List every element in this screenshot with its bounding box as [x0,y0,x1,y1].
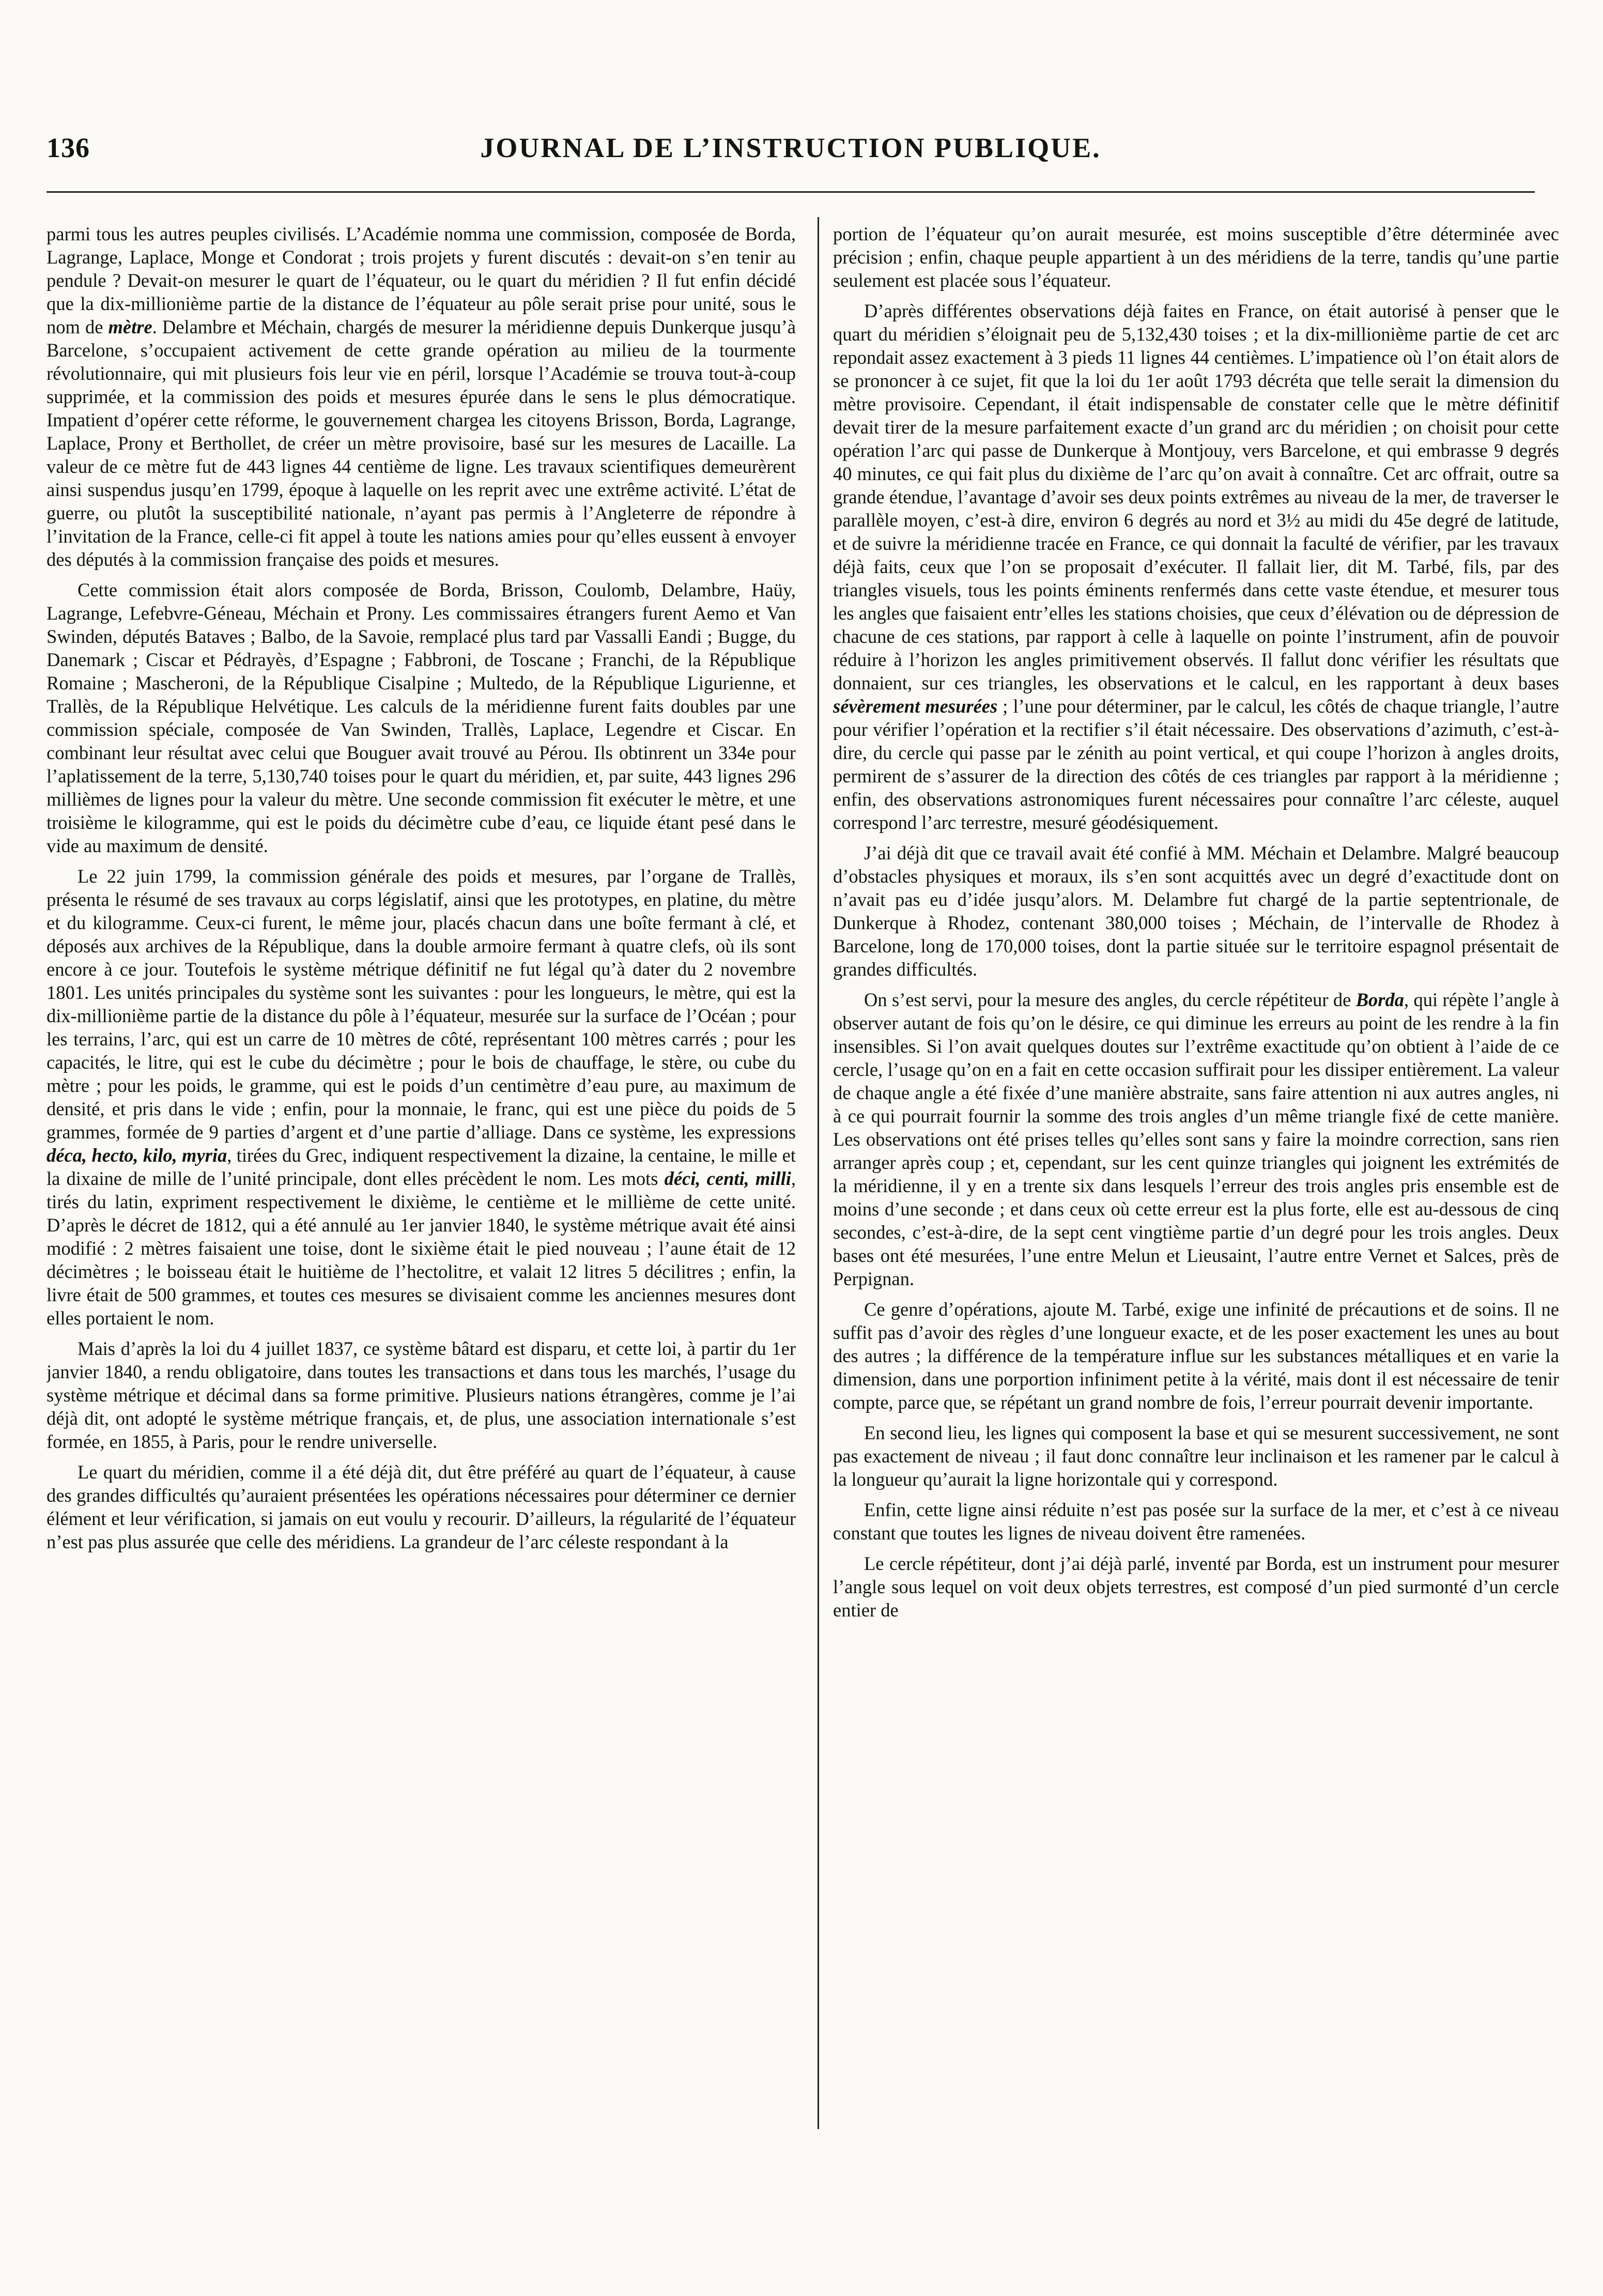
paragraph [47,222,796,571]
italic-term: déca, hecto, kilo, myria [47,1145,227,1166]
text-run: D’après différentes observations déjà faites en France, on était autorisé à penser que le quart du méridien s’éloignait peu de 5,132,430 toises ; et la dix-millionième partie de cet arc repondait assez exactement à 3 pieds 11 lignes 44 centièmes. L’impatience où l’on était alors de se prononcer à ce sujet, fit que la loi du 1er août 1793 décréta que telle serait la dimension du mètre provisoire. Cependant, il était indispensable de constater celle que le mètre définitif devait tirer de la mesure parfaitement exacte d’un grand arc du méridien ; on choisit pour cette opération l’arc qui passe de Dunkerque à Montjouy, vers Barcelone, et qui embrasse 9 degrés 40 minutes, ce qui fait plus du dixième de l’arc qu’on avait à connaître. Cet arc offrait, outre sa grande étendue, l’avantage d’avoir ses deux points extrêmes au niveau de la mer, de traverser le parallèle moyen, c’est-à dire, environ 6 degrés au nord et 3½ au midi du 45e degré de latitude, et de suivre la méridienne tracée en France, ce qui donnait la faculté de vérifier, par les travaux déjà faits, ceux que l’on se proposait d’exécuter. Il fallait lier, dit M. Tarbé, fils, par des triangles visuels, tous les points éminents renfermés dans cette vaste étendue, et mesurer tous les angles que faisaient entr’elles les stations choisies, que ceux d’élévation ou de dépression de chacune de ces stations, par rapport à celle à laquelle on pointe l’instrument, afin de pouvoir réduire à l’horizon les angles primitivement observés. Il fallut donc vérifier les résultats que donnaient, sur ces triangles, les observations et le calcul, en les rapportant à deux bases [833,300,1559,694]
left-column [47,222,796,2232]
text-run: Le quart du méridien, comme il a été déjà dit, dut être préféré au quart de l’équateur, à cause des grandes difficultés qu’auraient présentées les opérations nécessaires pour déterminer ce dernier élément et leur vérification, si jamais on eut voulu y recourir. D’ailleurs, la régularité de l’équateur n’est pas plus assurée que celle des méridiens. La grandeur de l’arc céleste respondant à la [47,1461,796,1552]
page-header [47,132,1535,178]
italic-term: sévèrement mesurées [833,696,998,717]
text-run: Mais d’après la loi du 4 juillet 1837, ce système bâtard est disparu, et cette loi, à partir du 1er janvier 1840, a rendu obligatoire, dans toutes les transactions et dans tous les marchés, l’usage du système métrique et décimal dans sa forme primitive. Plusieurs nations étrangères, comme je l’ai déjà dit, ont adopté le système métrique français, et, de plus, une association internationale s’est formée, en 1855, à Paris, pour le rendre universelle. [47,1338,796,1452]
paragraph [833,1498,1559,1545]
text-run: , tirés du latin, expriment respectivement le dixième, le centième et le millième de cette unité. D’après le décret de 1812, qui a été annulé au 1er janvier 1840, le système métrique avait été ainsi modifié : 2 mètres faisaient une toise, dont le sixième était le pied nouveau ; l’aune était de 12 décimètres ; le boisseau était le huitième de l’hectolitre, et valait 12 litres 5 décilitres ; enfin, la livre était de 500 grammes, et toutes ces mesures se divisaient comme les anciennes mesures dont elles portaient le nom. [47,1168,796,1329]
text-run: J’ai déjà dit que ce travail avait été confié à MM. Méchain et Delambre. Malgré beaucoup d’obstacles physiques et moraux, ils s’en sont acquittés avec un degré d’exactitude dont on n’avait pas eu d’idée jusqu’alors. M. Delambre fut chargé de la partie septentrionale, de Dunkerque à Rhodez, contenant 380,000 toises ; Méchain, de l’intervalle de Rhodez à Barcelone, long de 170,000 toises, dont la partie située sur le territoire espagnol présentait de grandes difficultés. [833,842,1559,980]
text-run: En second lieu, les lignes qui composent la base et qui se mesurent successivement, ne sont pas exactement de niveau ; il faut donc connaître leur inclinaison et les ramener par le calcul à la longueur qu’aurait la ligne horizontale qui y correspond. [833,1422,1559,1490]
paragraph [833,299,1559,834]
header-rule [47,191,1535,193]
text-run: parmi tous les autres peuples civilisés. L’Académie nomma une commission, composée de Borda, Lagrange, Laplace, Monge et Condorat ; trois projets y furent discutés : devait-on s’en tenir au pendule ? Devait-on mesurer le quart de l’équateur, ou le quart du méridien ? Il fut enfin décidé que la dix-millionième partie de la distance de l’équateur au pôle serait prise pour unité, sous le nom de [47,223,796,337]
italic-term: Borda [1355,989,1405,1010]
text-run: On s’est servi, pour la mesure des angles, du cercle répétiteur de [864,989,1356,1010]
paragraph [47,1337,796,1453]
italic-term: mètre [108,316,152,337]
text-run: Ce genre d’opérations, ajoute M. Tarbé, exige une infinité de précautions et de soins. Il ne suffit pas d’avoir des règles d’une longueur exacte, et de les poser exactement les unes au bout des autres ; la différence de la température influe sur les substances métalliques et en varie la dimension, dans une porportion infiniment petite à la vérité, mais dont il est nécessaire de tenir compte, parce que, se répétant un grand nombre de fois, l’erreur pourrait devenir importante. [833,1299,1559,1413]
column-divider [818,217,819,2129]
running-title: JOURNAL DE L’INSTRUCTION PUBLIQUE. [480,132,1101,163]
paragraph [47,865,796,1330]
text-run: , qui répète l’angle à observer autant de fois qu’on le désire, ce qui diminue les erreurs au point de les rendre à la fin insensibles. Si l’on avait quelques doutes sur l’extrême exactitude qu’on obtient à l’aide de ce cercle, l’usage qu’on en a fait en cette occasion suffirait pour les dissiper entièrement. La valeur de chaque angle a été fixée d’une manière abstraite, sans faire attention ni aux autres angles, ni à ce qui pourrait fournir la somme des trois angles d’un même triangle fixé de cette manière. Les observations ont été prises telles qu’elles sont sans y faire la moindre correction, sans rien arranger après coup ; et, cependant, sur les cent quinze triangles qui joignent les extrémités de la méridienne, il y en a trente six dans lesquels l’erreur des trois angles pris ensemble est de moins d’une seconde ; et dans ceux où cette erreur est la plus forte, elle est au-dessous de cinq secondes, c’est-à-dire, de la sept cent vingtième partie d’un degré pour les trois angles. Deux bases ont été mesurées, l’une entre Melun et Lieusaint, l’autre entre Vernet et Salces, près de Perpignan. [833,989,1559,1289]
text-run: Le cercle répétiteur, dont j’ai déjà parlé, inventé par Borda, est un instrument pour mesurer l’angle sous lequel on voit deux objets terrestres, est composé d’un pied surmonté d’un cercle entier de [833,1553,1559,1621]
paragraph [47,1460,796,1553]
text-run: portion de l’équateur qu’on aurait mesurée, est moins susceptible d’être déterminée avec précision ; enfin, chaque peuple appartient à un des méridiens de la terre, tandis qu’une partie seulement est placée sous l’équateur. [833,223,1559,291]
page-number: 136 [47,132,90,163]
text-run: . Delambre et Méchain, chargés de mesurer la méridienne depuis Dunkerque jusqu’à Barcelone, s’occupaient activement de cette grande opération au milieu de la tourmente révolutionnaire, qui mit plusieurs fois leur vie en péril, lorsque l’Académie se trouva tout-à-coup supprimée, et la commission des poids et mesures épurée dans le sens le plus démocratique. Impatient d’opérer cette réforme, le gouvernement chargea les citoyens Brisson, Borda, Lagrange, Laplace, Prony et Berthollet, de créer un mètre provisoire, basé sur les mesures de Lacaille. La valeur de ce mètre fut de 443 lignes 44 centième de ligne. Les travaux scientifiques demeurèrent ainsi suspendus jusqu’en 1799, époque à laquelle on les reprit avec une extrême activité. L’état de guerre, ou plutôt la susceptibilité nationale, n’ayant pas permis à l’Angleterre de répondre à l’invitation de la France, celle-ci fit appel à toute les nations amies pour qu’elles eussent à envoyer des députés à la commission française des poids et mesures. [47,316,796,570]
paragraph [833,222,1559,292]
paragraph [833,988,1559,1290]
text-run: , tirées du Grec, indiquent respectivement la dizaine, la centaine, le mille et la dixaine de mille de l’unité principale, dont elles précèdent le nom. Les mots [47,1145,796,1189]
text-run: Enfin, cette ligne ainsi réduite n’est pas posée sur la surface de la mer, et c’est à ce niveau constant que toutes les lignes de niveau doivent être ramenées. [833,1499,1559,1544]
italic-term: déci, centi, milli [664,1168,791,1189]
paragraph [833,1421,1559,1491]
text-run: Le 22 juin 1799, la commission générale des poids et mesures, par l’organe de Trallès, présenta le résumé de ses travaux au corps législatif, ainsi que les prototypes, en platine, du mètre et du kilogramme. Ceux-ci furent, le même jour, placés chacun dans une boîte fermant à clé, et déposés aux archives de la République, dans la double armoire fermant à quatre clefs, où ils sont encore à ce jour. Toutefois le système métrique définitif ne fut légal qu’à dater du 2 novembre 1801. Les unités principales du système sont les suivantes : pour les longueurs, le mètre, qui est la dix-millionième partie de la distance du pôle à l’équateur, mesurée sur la surface de l’Océan ; pour les terrains, l’arc, qui est un carre de 10 mètres de côté, représentant 100 mètres carrés ; pour les capacités, le litre, qui est le cube du décimètre ; pour le bois de chauffage, le stère, ou cube du mètre ; pour les poids, le gramme, qui est le poids d’un centimètre d’eau pure, au maximum de densité, et pris dans le vide ; enfin, pour la monnaie, le franc, qui est une pièce du poids de 5 grammes, formée de 9 parties d’argent et d’une partie d’alliage. Dans ce système, les expressions [47,866,796,1143]
paragraph [833,841,1559,981]
paragraph [833,1298,1559,1414]
paragraph [833,1552,1559,1622]
right-column [833,222,1559,2232]
paragraph [47,578,796,857]
text-run: Cette commission était alors composée de Borda, Brisson, Coulomb, Delambre, Haüy, Lagrange, Lefebvre-Géneau, Méchain et Prony. Les commissaires étrangers furent Aemo et Van Swinden, députés Bataves ; Balbo, de la Savoie, remplacé plus tard par Vassalli Eandi ; Bugge, du Danemark ; Ciscar et Pédrayès, d’Espagne ; Fabbroni, de Toscane ; Franchi, de la République Romaine ; Mascheroni, de la République Cisalpine ; Multedo, de la République Ligurienne, et Trallès, de la République Helvétique. Les calculs de la méridienne furent faits doubles par une commission spéciale, composée de Van Swinden, Trallès, Laplace, Legendre et Ciscar. En combinant leur résultat avec celui que Bouguer avait trouvé au Pérou. Ils obtinrent un 334e pour l’aplatissement de la terre, 5,130,740 toises pour le quart du méridien, et, par suite, 443 lignes 296 millièmes de lignes pour la valeur du mètre. Une seconde commission fit exécuter le mètre, et une troisième le kilogramme, qui est le poids du décimètre cube d’eau, ce liquide étant pesé dans le vide au maximum de densité. [47,579,796,856]
text-run: ; l’une pour déterminer, par le calcul, les côtés de chaque triangle, l’autre pour vérifier l’opération et la rectifier s’il était nécessaire. Des observations d’azimuth, c’est-à-dire, du cercle qui passe par le zénith au point vertical, et qui coupe l’horizon à angles droits, permirent de s’assurer de la direction des côtés de ces triangles par rapport à la méridienne ; enfin, des observations astronomiques furent nécessaires pour connaître l’arc céleste, auquel correspond l’arc terrestre, mesuré géodésiquement. [833,696,1559,833]
